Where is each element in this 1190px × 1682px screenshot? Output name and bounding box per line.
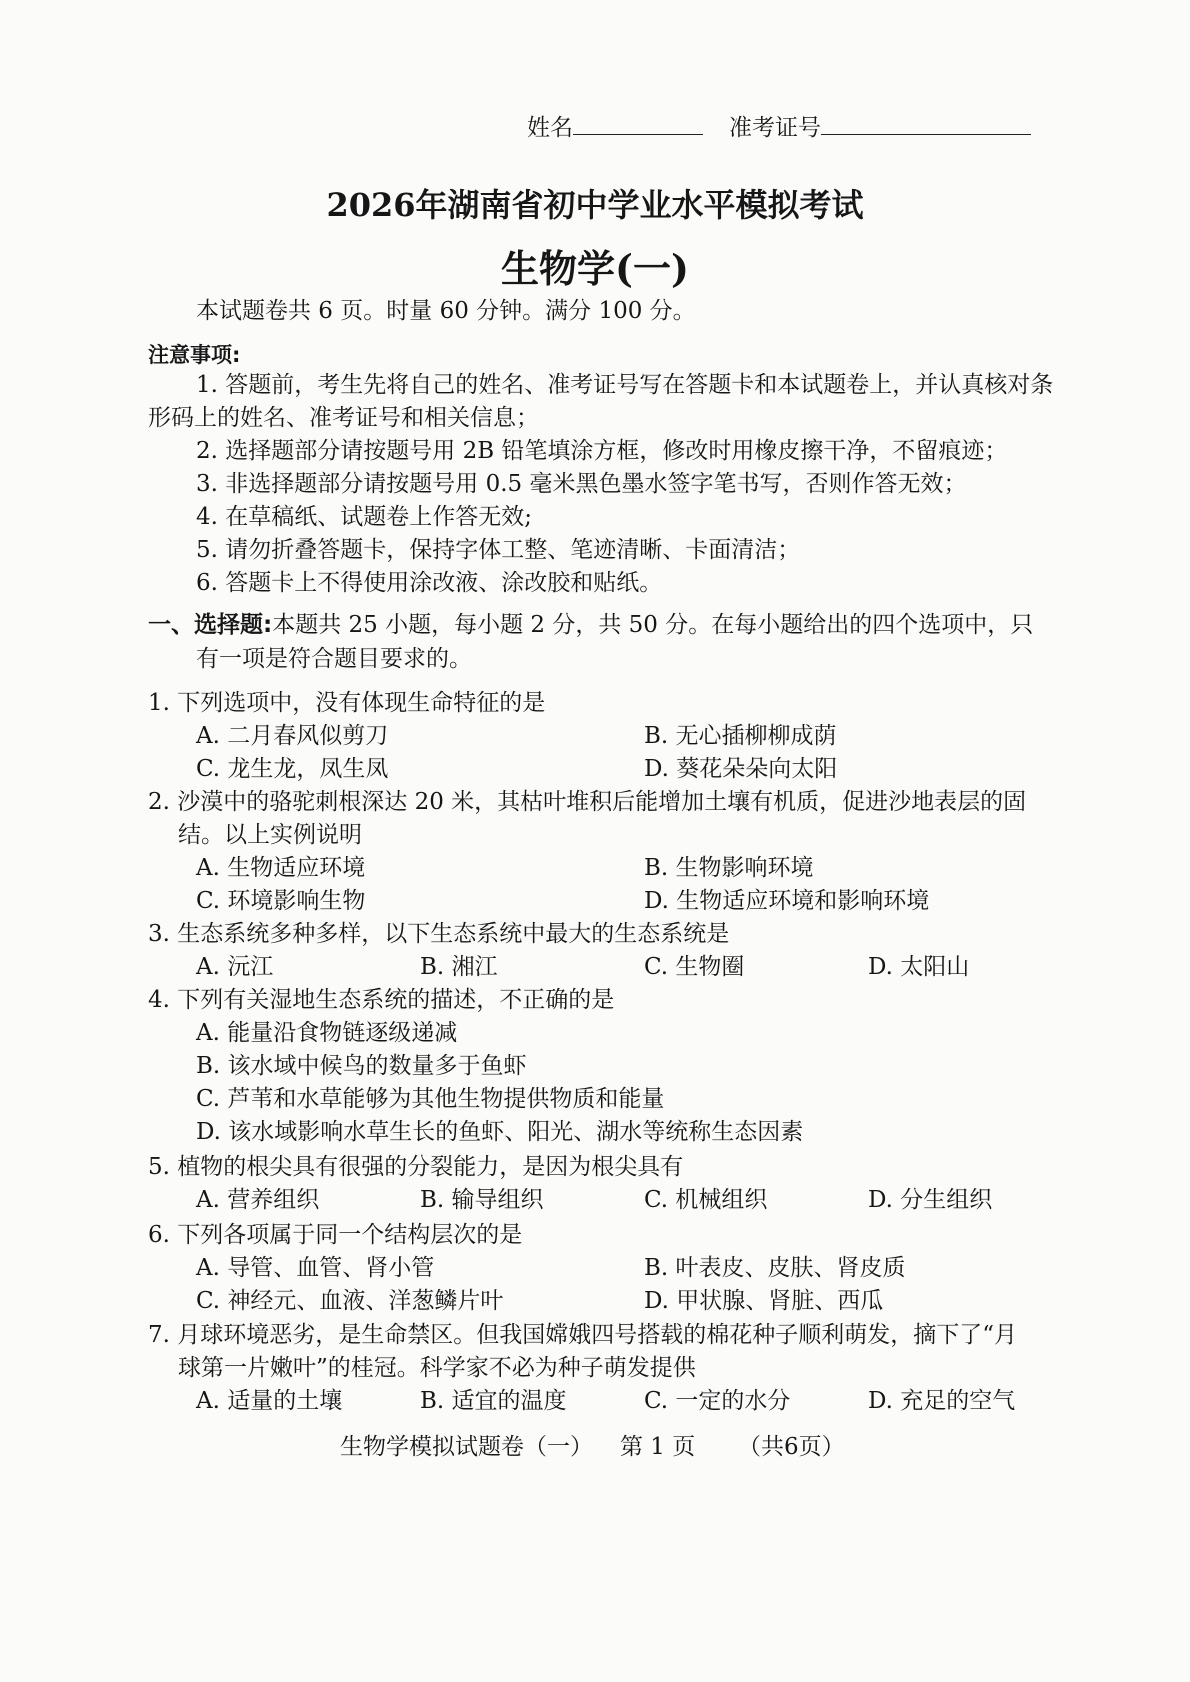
option-b[interactable]: B. 输导组织 — [420, 1187, 544, 1213]
id-label: 准考证号 — [729, 115, 821, 141]
option-b[interactable]: B. 该水域中候鸟的数量多于鱼虾 — [196, 1053, 527, 1079]
note-item: 3. 非选择题部分请按题号用 0.5 毫米黑色墨水签字笔书写，否则作答无效； — [196, 471, 967, 497]
question-stem: 1. 下列选项中，没有体现生命特征的是 — [148, 690, 546, 716]
name-blank[interactable] — [573, 133, 703, 135]
notes-heading: 注意事项: — [148, 343, 241, 367]
section-label: 一、选择题: — [148, 612, 273, 638]
question-stem: 6. 下列各项属于同一个结构层次的是 — [148, 1222, 523, 1248]
option-a[interactable]: A. 二月春风似剪刀 — [196, 723, 389, 749]
option-c[interactable]: C. 生物圈 — [644, 954, 745, 980]
option-b[interactable]: B. 叶表皮、皮肤、肾皮质 — [644, 1255, 906, 1281]
exam-subtitle: 生物学(一) — [501, 246, 689, 291]
exam-info: 本试题卷共 6 页。时量 60 分钟。满分 100 分。 — [196, 298, 696, 324]
section-desc: 本题共 25 小题，每小题 2 分，共 50 分。在每小题给出的四个选项中，只 — [272, 612, 1034, 638]
option-c[interactable]: C. 一定的水分 — [644, 1388, 791, 1414]
footer-page: 第 1 页 — [620, 1434, 696, 1460]
option-a[interactable]: A. 营养组织 — [196, 1187, 320, 1213]
option-a[interactable]: A. 适量的土壤 — [196, 1388, 343, 1414]
question-stem: 4. 下列有关湿地生态系统的描述，不正确的是 — [148, 987, 615, 1013]
section-desc-cont: 有一项是符合题目要求的。 — [196, 646, 472, 672]
option-a[interactable]: A. 沅江 — [196, 954, 274, 980]
option-a[interactable]: A. 能量沿食物链逐级递减 — [196, 1020, 458, 1046]
option-d[interactable]: D. 葵花朵朵向太阳 — [644, 756, 838, 782]
option-c[interactable]: C. 芦苇和水草能够为其他生物提供物质和能量 — [196, 1086, 665, 1112]
id-blank[interactable] — [821, 133, 1031, 135]
question-stem-cont: 结。以上实例说明 — [178, 822, 362, 848]
question-stem: 2. 沙漠中的骆驼刺根深达 20 米，其枯叶堆积后能增加土壤有机质，促进沙地表层的固 — [148, 789, 1027, 815]
note-item: 2. 选择题部分请按题号用 2B 铅笔填涂方框，修改时用橡皮擦干净，不留痕迹； — [196, 438, 1008, 464]
option-b[interactable]: B. 适宜的温度 — [420, 1388, 567, 1414]
option-c[interactable]: C. 神经元、血液、洋葱鳞片叶 — [196, 1288, 504, 1314]
note-item: 形码上的姓名、准考证号和相关信息； — [148, 405, 539, 431]
footer-total: （共6页） — [738, 1434, 845, 1460]
question-stem-cont: 球第一片嫩叶”的桂冠。科学家不必为种子萌发提供 — [178, 1355, 696, 1381]
question-stem: 7. 月球环境恶劣，是生命禁区。但我国嫦娥四号搭载的棉花种子顺利萌发，摘下了“月 — [148, 1322, 1018, 1348]
option-a[interactable]: A. 导管、血管、肾小管 — [196, 1255, 435, 1281]
option-b[interactable]: B. 生物影响环境 — [644, 855, 814, 881]
exam-title: 2026年湖南省初中学业水平模拟考试 — [326, 186, 864, 224]
option-c[interactable]: C. 环境影响生物 — [196, 888, 366, 914]
option-d[interactable]: D. 太阳山 — [868, 954, 970, 980]
name-field — [527, 113, 703, 143]
option-c[interactable]: C. 龙生龙，凤生凤 — [196, 756, 389, 782]
option-c[interactable]: C. 机械组织 — [644, 1187, 768, 1213]
option-d[interactable]: D. 该水域影响水草生长的鱼虾、阳光、湖水等统称生态因素 — [196, 1119, 804, 1145]
question-stem: 3. 生态系统多种多样，以下生态系统中最大的生态系统是 — [148, 921, 730, 947]
note-item: 4. 在草稿纸、试题卷上作答无效; — [196, 504, 533, 530]
option-b[interactable]: B. 无心插柳柳成荫 — [644, 723, 837, 749]
id-field — [729, 113, 1031, 143]
option-d[interactable]: D. 分生组织 — [868, 1187, 993, 1213]
note-item: 1. 答题前，考生先将自己的姓名、准考证号写在答题卡和本试题卷上，并认真核对条 — [196, 372, 1054, 398]
question-stem: 5. 植物的根尖具有很强的分裂能力，是因为根尖具有 — [148, 1154, 684, 1180]
option-d[interactable]: D. 充足的空气 — [868, 1388, 1016, 1414]
option-d[interactable]: D. 生物适应环境和影响环境 — [644, 888, 930, 914]
option-a[interactable]: A. 生物适应环境 — [196, 855, 366, 881]
note-item: 5. 请勿折叠答题卡，保持字体工整、笔迹清晰、卡面清洁； — [196, 537, 801, 563]
option-b[interactable]: B. 湘江 — [420, 954, 498, 980]
note-item: 6. 答题卡上不得使用涂改液、涂改胶和贴纸。 — [196, 570, 663, 596]
name-label: 姓名 — [527, 115, 573, 141]
option-d[interactable]: D. 甲状腺、肾脏、西瓜 — [644, 1288, 884, 1314]
section-heading — [148, 610, 1033, 640]
footer-paper: 生物学模拟试题卷（一） — [340, 1434, 593, 1460]
